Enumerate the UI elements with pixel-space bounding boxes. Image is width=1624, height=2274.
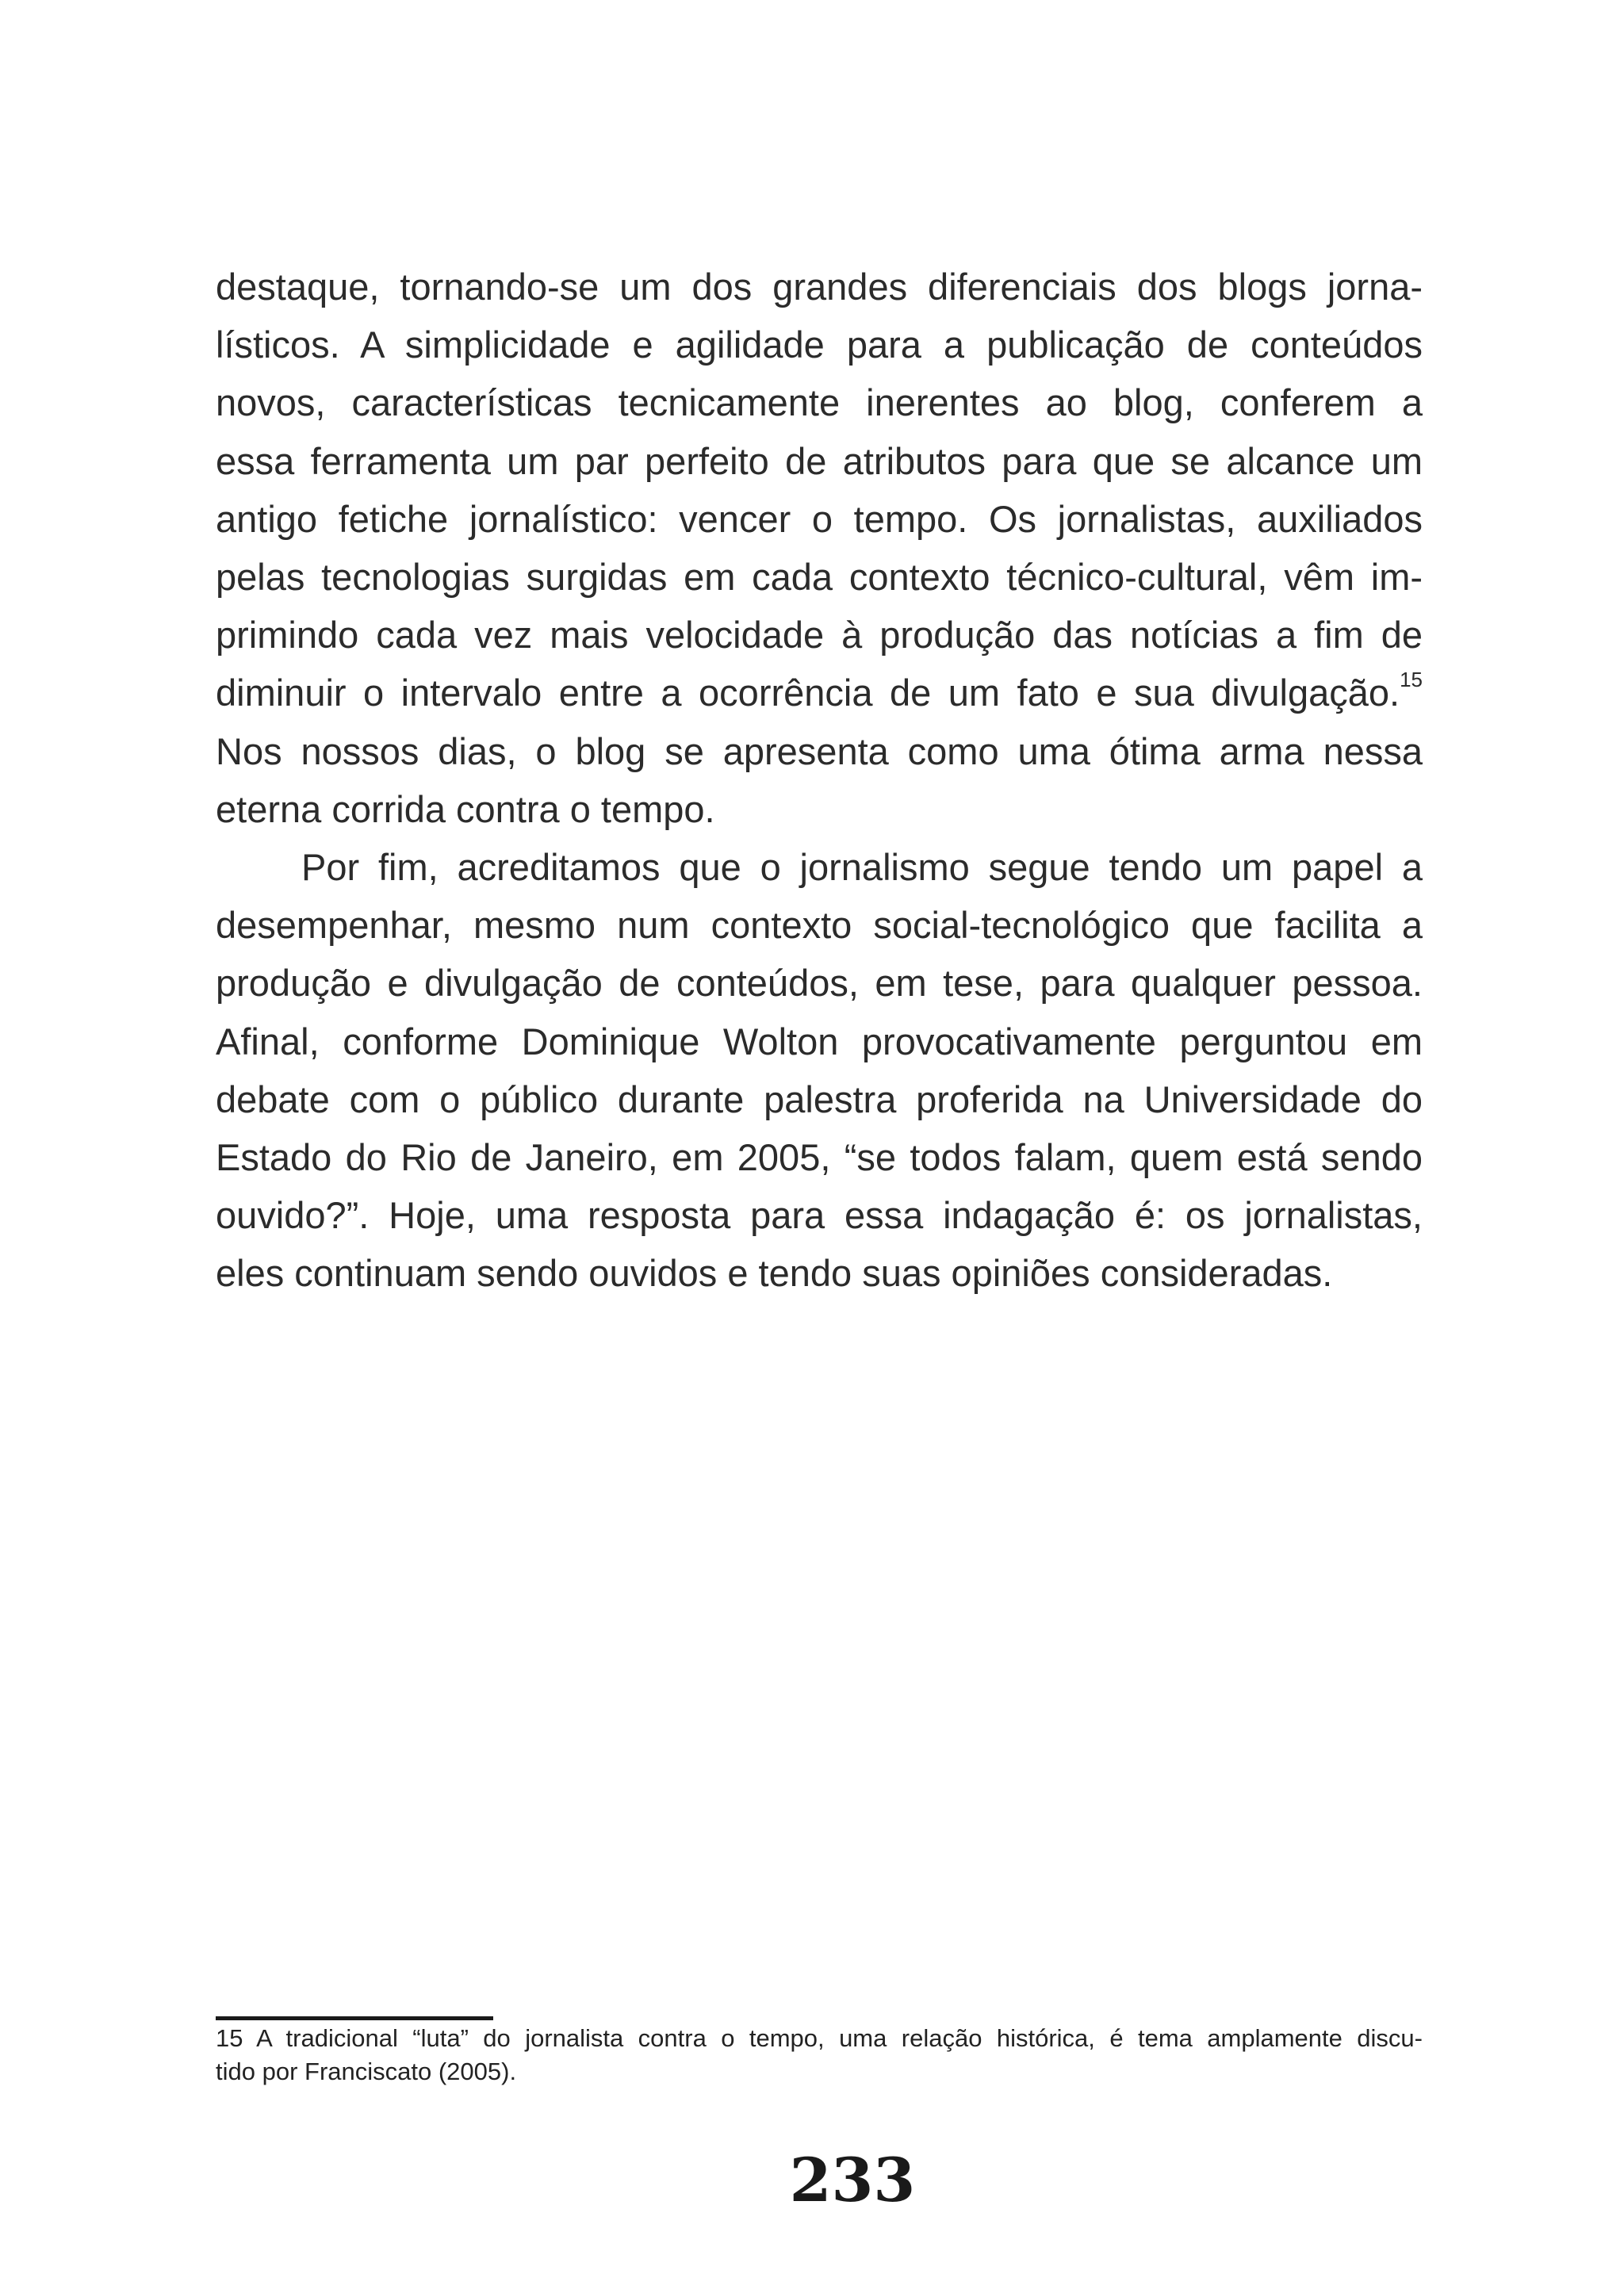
text-line: ouvido?”. Hoje, uma resposta para essa indagação é: os jornalistas, xyxy=(216,1194,1423,1237)
page-number: 233 xyxy=(789,2145,916,2215)
text-line: eterna corrida contra o tempo. xyxy=(216,787,715,830)
text-line-content: diminuir o intervalo entre a ocorrência de um fato e sua divulgação. xyxy=(216,672,1400,714)
footnote-reference[interactable]: 15 xyxy=(1400,667,1423,691)
footnote-line: tido por Franciscato (2005). xyxy=(216,2058,517,2085)
text-line: antigo fetiche jornalístico: vencer o tempo. Os jornalistas, auxiliados xyxy=(216,497,1423,540)
text-line: essa ferramenta um par perfeito de atributos para que se alcance um xyxy=(216,439,1423,482)
text-line: primindo cada vez mais velocidade à produção das notícias a fim de xyxy=(216,614,1423,657)
body-text xyxy=(216,258,1423,1303)
text-line: destaque, tornando-se um dos grandes diferenciais dos blogs jorna- xyxy=(216,266,1423,308)
text-line xyxy=(216,664,1423,722)
footnote-line: 15 A tradicional “luta” do jornalista contra o tempo, uma relação histórica, é tema amplamente discu- xyxy=(216,2024,1423,2052)
text-line: desempenhar, mesmo num contexto social-tecnológico que facilita a xyxy=(216,904,1423,947)
text-line: Nos nossos dias, o blog se apresenta como uma ótima arma nessa xyxy=(216,729,1423,772)
text-line: lísticos. A simplicidade e agilidade para a publicação de conteúdos xyxy=(216,323,1423,366)
footnote xyxy=(216,2022,1423,2088)
text-line: debate com o público durante palestra proferida na Universidade do xyxy=(216,1078,1423,1120)
footnote-separator xyxy=(216,2016,493,2020)
text-line: novos, características tecnicamente inerentes ao blog, conferem a xyxy=(216,381,1423,424)
text-line: Afinal, conforme Dominique Wolton provocativamente perguntou em xyxy=(216,1020,1423,1062)
text-line: produção e divulgação de conteúdos, em tese, para qualquer pessoa. xyxy=(216,962,1423,1005)
text-line: Por fim, acreditamos que o jornalismo segue tendo um papel a xyxy=(301,846,1423,889)
text-line: Estado do Rio de Janeiro, em 2005, “se todos falam, quem está sendo xyxy=(216,1136,1423,1179)
text-line: eles continuam sendo ouvidos e tendo suas opiniões consideradas. xyxy=(216,1252,1333,1295)
text-line: pelas tecnologias surgidas em cada contexto técnico-cultural, vêm im- xyxy=(216,556,1423,599)
